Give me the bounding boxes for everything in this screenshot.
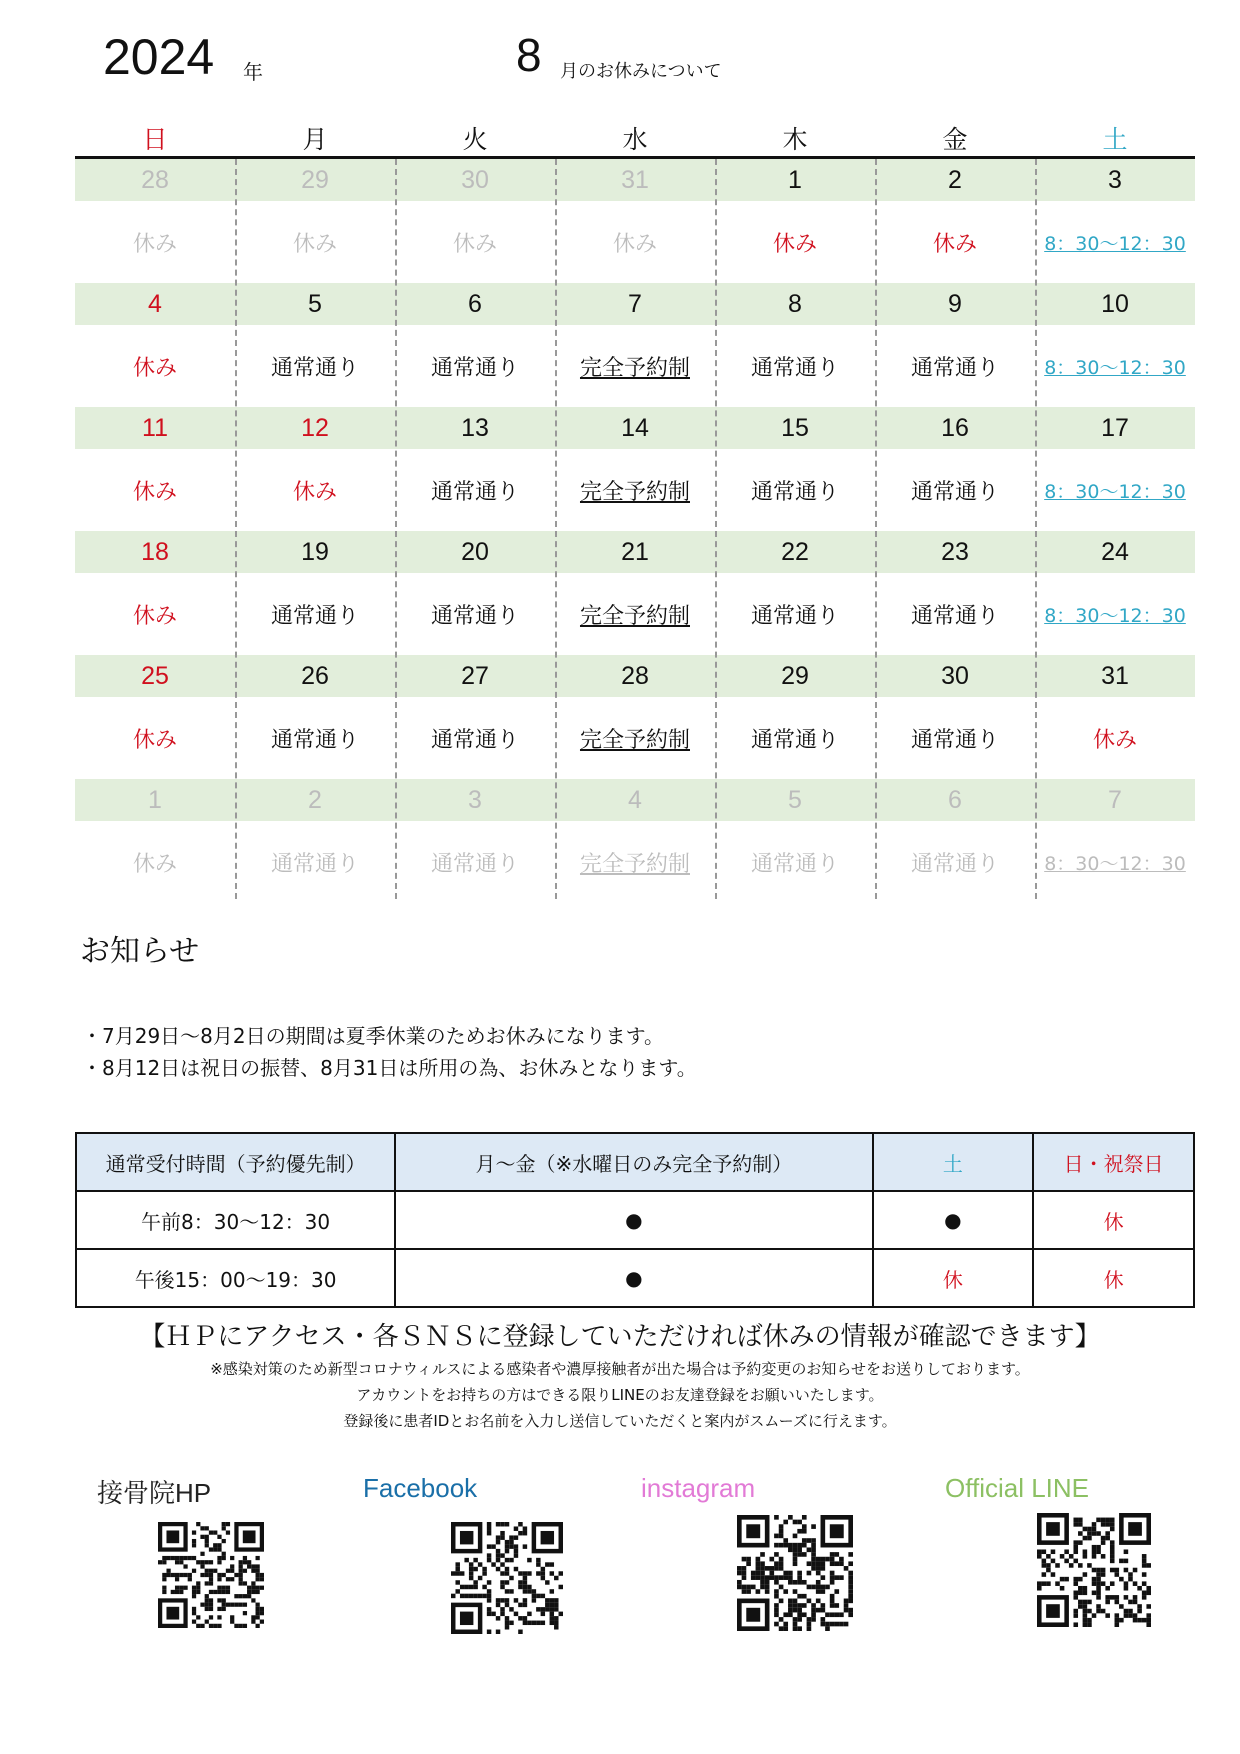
hp-qr-code[interactable] [158, 1522, 264, 1628]
hours-header-cell: 日・祝祭日 [1033, 1133, 1194, 1191]
saturday-hours-link[interactable]: 8：30～12：30 [1044, 604, 1186, 627]
status-cell: 通常通り [270, 851, 359, 877]
saturday-hours-link[interactable]: 8：30～12：30 [1044, 232, 1186, 255]
status-cell: 完全予約制 [579, 727, 690, 753]
date-cell: 1 [148, 785, 162, 814]
date-cell: 3 [468, 785, 482, 814]
status-cell: 休み [1092, 727, 1137, 753]
status-cell: 通常通り [270, 355, 359, 381]
hours-header-cell: 土 [873, 1133, 1034, 1191]
date-cell: 3 [1108, 165, 1122, 194]
dow-wed: 水 [622, 125, 648, 154]
line-qr-code[interactable] [1037, 1513, 1151, 1627]
status-cell: 通常通り [430, 851, 519, 877]
status-cell: 休み [132, 727, 177, 753]
dow-sun: 日 [142, 125, 168, 154]
year-unit: 年 [243, 60, 263, 84]
saturday-hours-link[interactable]: 8：30～12：30 [1044, 480, 1186, 503]
facebook-qr-code[interactable] [451, 1522, 563, 1634]
date-cell: 2 [948, 165, 962, 194]
date-cell: 19 [301, 537, 329, 566]
date-cell: 25 [141, 661, 169, 690]
date-cell: 29 [301, 165, 329, 194]
status-cell: 通常通り [430, 355, 519, 381]
status-cell: 休み [452, 231, 497, 257]
date-cell: 1 [788, 165, 802, 194]
sns-notes [0, 1356, 1240, 1434]
date-cell: 8 [788, 289, 802, 318]
hours-cell: ● [873, 1191, 1034, 1249]
saturday-hours-link[interactable]: 8：30～12：30 [1044, 852, 1186, 875]
dow-tue: 火 [462, 125, 488, 154]
date-cell: 7 [1108, 785, 1122, 814]
date-cell: 18 [141, 537, 169, 566]
hp-link-label[interactable]: 接骨院HP [97, 1478, 212, 1508]
facebook-link-label[interactable]: Facebook [363, 1473, 478, 1503]
date-cell: 5 [308, 289, 322, 318]
date-cell: 17 [1101, 413, 1129, 442]
date-cell: 26 [301, 661, 329, 690]
instagram-link-label[interactable]: instagram [641, 1473, 756, 1503]
status-cell: 休み [132, 355, 177, 381]
status-cell: 休み [292, 479, 337, 505]
hours-cell: 休 [873, 1249, 1034, 1307]
instagram-qr-code[interactable] [737, 1515, 853, 1631]
date-cell: 24 [1101, 537, 1129, 566]
date-cell: 4 [148, 289, 162, 318]
status-cell: 休み [132, 231, 177, 257]
date-cell: 30 [941, 661, 969, 690]
status-cell: 休み [132, 851, 177, 877]
dow-fri: 金 [942, 125, 968, 154]
date-cell: 7 [628, 289, 642, 318]
notice-item: ・8月12日は祝日の振替、8月31日は所用の為、お休みとなります。 [82, 1056, 697, 1080]
date-cell: 10 [1101, 289, 1129, 318]
days-of-week-row [75, 120, 1195, 156]
line-link-label[interactable]: Official LINE [945, 1473, 1090, 1503]
date-cell: 30 [461, 165, 489, 194]
date-cell: 20 [461, 537, 489, 566]
status-cell: 通常通り [430, 727, 519, 753]
status-cell: 休み [932, 231, 977, 257]
dow-mon: 月 [302, 125, 328, 154]
date-cell: 15 [781, 413, 809, 442]
status-cell: 通常通り [750, 479, 839, 505]
date-cell: 21 [621, 537, 649, 566]
status-cell: 休み [132, 479, 177, 505]
date-cell: 5 [788, 785, 802, 814]
hours-header-cell: 通常受付時間（予約優先制） [76, 1133, 395, 1191]
saturday-hours-link[interactable]: 8：30～12：30 [1044, 356, 1186, 379]
date-cell: 4 [628, 785, 642, 814]
week-row [75, 655, 1195, 779]
status-cell: 休み [292, 231, 337, 257]
week-row [75, 159, 1195, 283]
date-cell: 2 [308, 785, 322, 814]
hours-header-cell: 月～金（※水曜日のみ完全予約制） [395, 1133, 872, 1191]
sns-note: ※感染対策のため新型コロナウィルスによる感染者や濃厚接触者が出た場合は予約変更のお知らせをお送りしております。 [210, 1360, 1030, 1378]
hours-cell: ● [395, 1191, 872, 1249]
hours-cell: 午前8：30～12：30 [76, 1191, 395, 1249]
date-cell: 6 [948, 785, 962, 814]
sns-note: アカウントをお持ちの方はできる限りLINEのお友達登録をお願いいたします。 [356, 1386, 884, 1404]
hours-cell: 午後15：00～19：30 [76, 1249, 395, 1307]
hours-table-header [76, 1133, 1194, 1191]
notice-list [82, 1020, 697, 1084]
status-cell: 通常通り [270, 603, 359, 629]
status-cell: 通常通り [750, 355, 839, 381]
status-cell: 通常通り [910, 479, 999, 505]
hours-cell: 休 [1033, 1191, 1194, 1249]
sns-note: 登録後に患者IDとお名前を入力し送信していただくと案内がスムーズに行えます。 [343, 1412, 897, 1430]
date-cell: 28 [141, 165, 169, 194]
month: 8 [516, 29, 542, 81]
status-cell: 通常通り [750, 727, 839, 753]
status-cell: 通常通り [750, 851, 839, 877]
notice-item: ・7月29日～8月2日の期間は夏季休業のためお休みになります。 [82, 1024, 665, 1048]
date-cell: 31 [621, 165, 649, 194]
status-cell: 通常通り [910, 355, 999, 381]
calendar [75, 120, 1195, 903]
date-cell: 23 [941, 537, 969, 566]
status-cell: 通常通り [910, 603, 999, 629]
sns-message: 【ＨＰにアクセス・各ＳＮＳに登録していただければ休みの情報が確認できます】 [139, 1322, 1101, 1352]
status-cell: 通常通り [910, 727, 999, 753]
date-cell: 13 [461, 413, 489, 442]
date-cell: 22 [781, 537, 809, 566]
year: 2024 [103, 29, 215, 85]
dow-thu: 木 [782, 125, 808, 154]
hours-table-row [76, 1191, 1194, 1249]
week-row [75, 531, 1195, 655]
date-cell: 29 [781, 661, 809, 690]
status-cell: 通常通り [270, 727, 359, 753]
status-cell: 休み [772, 231, 817, 257]
hours-table [75, 1132, 1195, 1308]
week-row [75, 407, 1195, 531]
status-cell: 通常通り [750, 603, 839, 629]
date-cell: 9 [948, 289, 962, 318]
status-cell: 休み [612, 231, 657, 257]
status-cell: 通常通り [430, 479, 519, 505]
month-title: 月のお休みについて [560, 61, 722, 82]
date-cell: 14 [621, 413, 649, 442]
week-row [75, 779, 1195, 903]
notice-title: お知らせ [80, 934, 200, 969]
date-cell: 16 [941, 413, 969, 442]
date-cell: 27 [461, 661, 489, 690]
dow-sat: 土 [1102, 125, 1128, 154]
hours-cell: 休 [1033, 1249, 1194, 1307]
hours-cell: ● [395, 1249, 872, 1307]
date-cell: 28 [621, 661, 649, 690]
status-cell: 休み [132, 603, 177, 629]
status-cell: 通常通り [430, 603, 519, 629]
status-cell: 完全予約制 [579, 603, 690, 629]
status-cell: 完全予約制 [579, 851, 690, 877]
date-cell: 12 [301, 413, 329, 442]
status-cell: 完全予約制 [579, 355, 690, 381]
status-cell: 完全予約制 [579, 479, 690, 505]
date-cell: 11 [142, 413, 168, 442]
hours-table-row [76, 1249, 1194, 1307]
status-cell: 通常通り [910, 851, 999, 877]
date-cell: 6 [468, 289, 482, 318]
week-row [75, 283, 1195, 407]
date-cell: 31 [1101, 661, 1129, 690]
